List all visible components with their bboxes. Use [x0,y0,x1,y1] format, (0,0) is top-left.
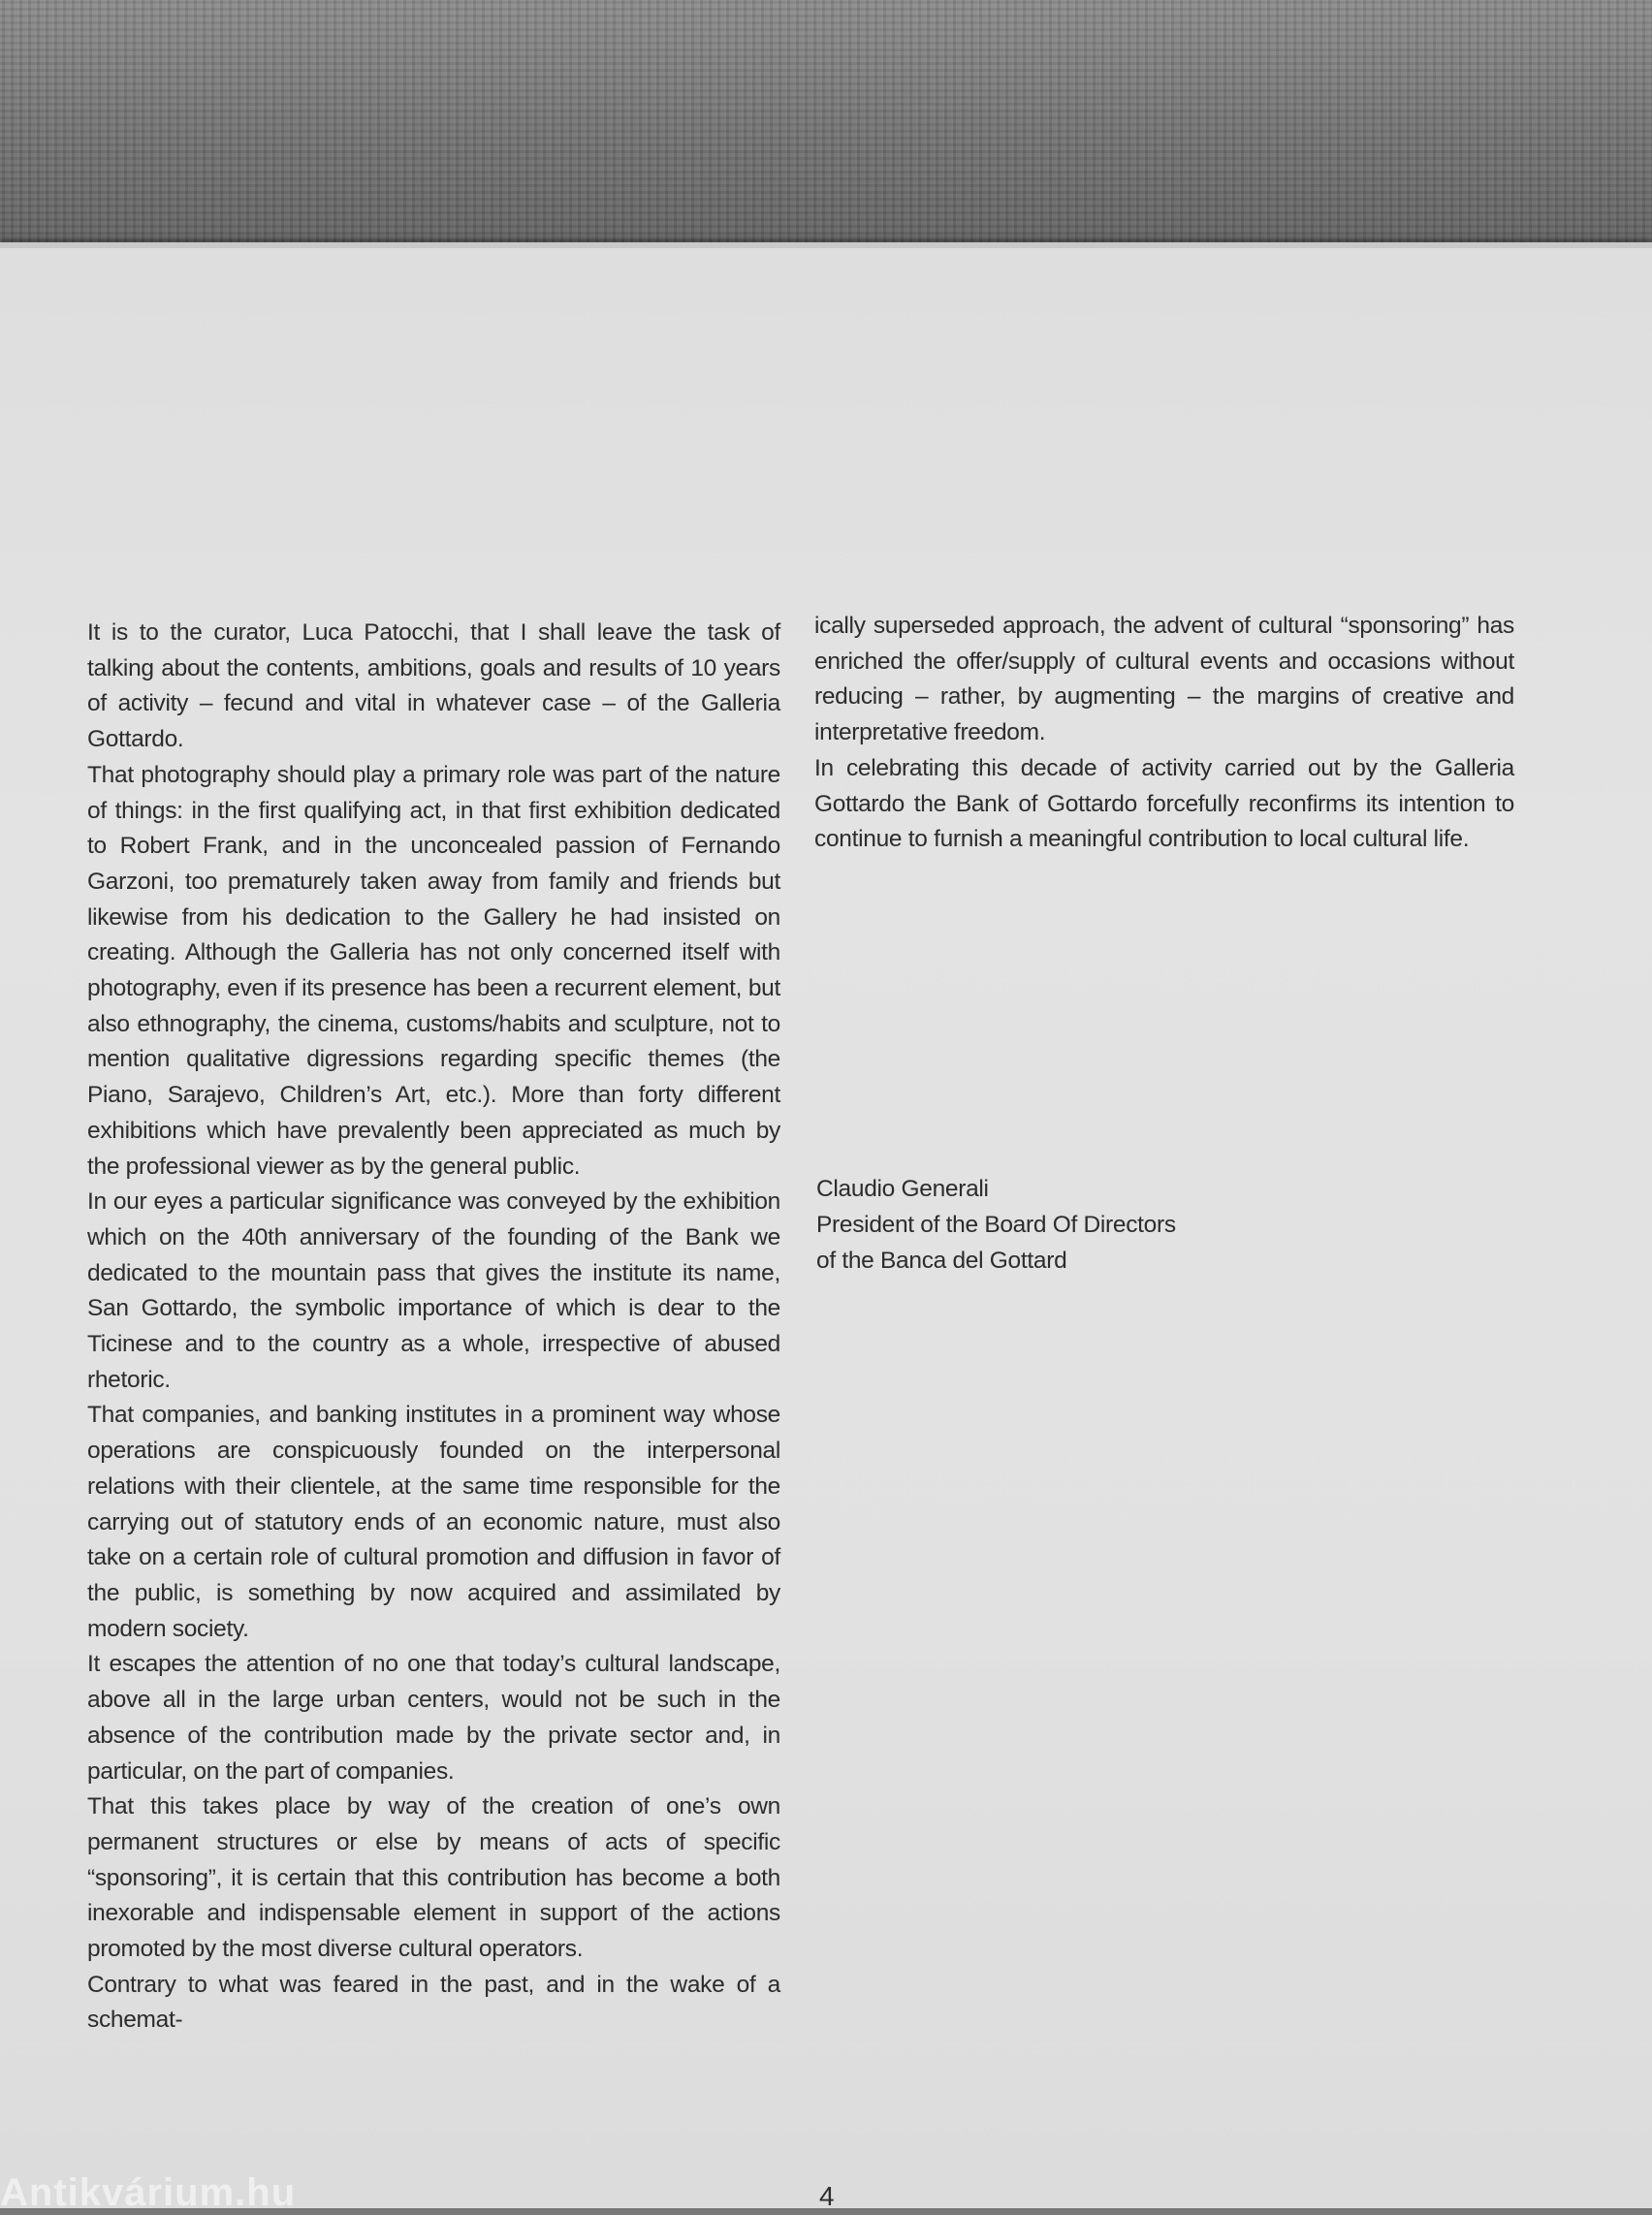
signature-block [816,1171,1176,1279]
paragraph: That companies, and banking institutes in a prominent way whose operations are conspicuously founded on the interpersonal relations with their clientele, at the same time responsible for the carrying out of statutory ends of an economic nature, must also take on a certain role of cultural promotion and diffusion in favor of the public, is something by now acquired and assimilated by modern society. [87,1402,780,1642]
paragraph: In celebrating this decade of activity carried out by the Galleria Gottardo the Bank of Gottardo forcefully reconfirms its intention to continue to furnish a meaningful contribution to local cultural life. [814,754,1514,853]
paragraph: That photography should play a primary role was part of the nature of things: in the first qualifying act, in that first exhibition dedicated to Robert Frank, and in the unconcealed passion of Fernando Garzoni, too prematurely taken away from family and friends but likewise from his dedication to the Gallery he had insisted on creating. Although the Galleria has not only concerned itself with photography, even if its presence has been a recurrent element, but also ethnography, the cinema, customs/habits and sculpture, not to mention qualitative digressions regarding specific themes (the Piano, Sarajevo, Children’s Art, etc.). More than forty different exhibitions which have prevalently been appreciated as much by the professional viewer as by the general public. [87,761,780,1180]
paragraph: ically superseded approach, the advent of cultural “sponsoring” has enriched the offer/supply of cultural events and occasions without reducing – rather, by augmenting – the margins of creative and interpretative freedom. [814,613,1514,746]
left-text-column [87,616,780,2039]
table-surface-background [0,0,1652,262]
watermark: Antikvárium.hu [0,2171,297,2214]
paragraph: That this takes place by way of the creation of one’s own permanent structures or else by means of acts of specific “sponsoring”, it is certain that this contribution has become a both inexorable and indispensable element in support of the actions promoted by the most diverse cultural operators. [87,1793,780,1963]
page-number: 4 [819,2181,835,2211]
signatory-name: Claudio Generali [816,1176,989,1202]
right-text-column [814,609,1514,858]
paragraph: Contrary to what was feared in the past, and in the wake of a schemat- [87,1971,780,2034]
signatory-title: President of the Board Of Directors [816,1212,1176,1238]
paragraph: It escapes the attention of no one that today’s cultural landscape, above all in the large urban centers, would not be such in the absence of the contribution made by the private sector and, in particular, on the part of companies. [87,1651,780,1785]
paragraph: It is to the curator, Luca Patocchi, that I shall leave the task of talking about the contents, ambitions, goals and results of 10 years of activity – fecund and vital in whatever case – of the Galleria Gottardo. [87,619,780,753]
signatory-organization: of the Banca del Gottard [816,1248,1067,1274]
paragraph: In our eyes a particular significance was conveyed by the exhibition which on the 40th anniversary of the founding of the Bank we dedicated to the mountain pass that gives the institute its name, San Gottardo, the symbolic importance of which is dear to the Ticinese and to the country as a whole, irrespective of abused rhetoric. [87,1188,780,1393]
